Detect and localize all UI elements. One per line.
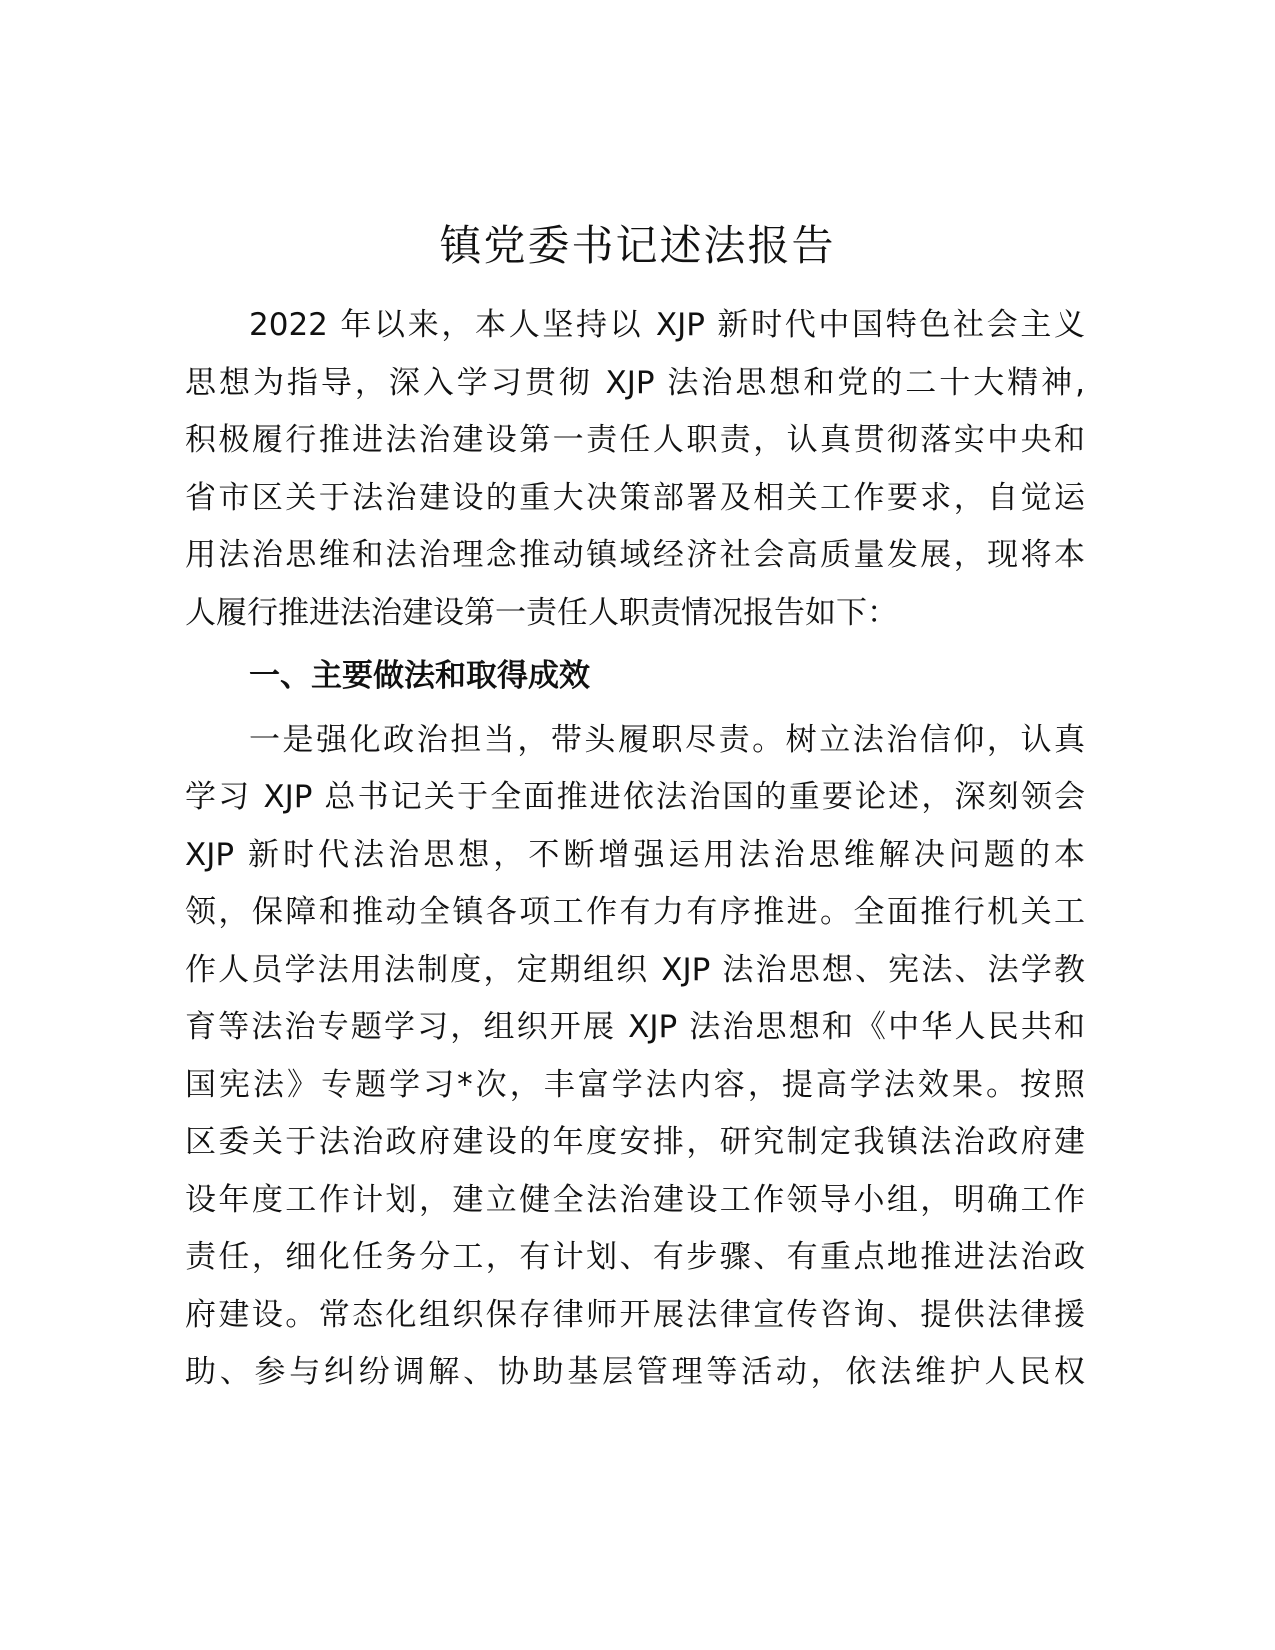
text-line: XJP 新时代法治思想，不断增强运用法治思维解决问题的本 (185, 836, 1085, 873)
text-line: 思想为指导，深入学习贯彻 XJP 法治思想和党的二十大精神, (185, 364, 1085, 401)
text-line: 责任，细化任务分工，有计划、有步骤、有重点地推进法治政 (185, 1239, 1085, 1275)
text-line: 人履行推进法治建设第一责任人职责情况报告如下： (185, 594, 898, 631)
text-line: 学习 XJP 总书记关于全面推进依法治国的重要论述，深刻领会 (185, 779, 1085, 815)
text-line: 助、参与纠纷调解、协助基层管理等活动，依法维护人民权 (185, 1354, 1085, 1390)
text-line: 府建设。常态化组织保存律师开展法律宣传咨询、提供法律援 (185, 1296, 1085, 1333)
text-line: 用法治思维和法治理念推动镇域经济社会高质量发展，现将本 (185, 537, 1085, 573)
paragraph-intro (185, 297, 1085, 642)
text-line: 领，保障和推动全镇各项工作有力有序推进。全面推行机关工 (185, 894, 1085, 930)
heading-line: 一、主要做法和取得成效 (249, 658, 590, 694)
text-line: 育等法治专题学习，组织开展 XJP 法治思想和《中华人民共和 (185, 1009, 1085, 1045)
text-line: 2022 年以来，本人坚持以 XJP 新时代中国特色社会主义 (249, 307, 1085, 343)
text-line: 积极履行推进法治建设第一责任人职责，认真贯彻落实中央和 (185, 422, 1085, 458)
text-line: 设年度工作计划，建立健全法治建设工作领导小组，明确工作 (185, 1181, 1085, 1218)
document-body (185, 297, 1085, 1402)
paragraph-first-point (185, 712, 1085, 1402)
text-line: 省市区关于法治建设的重大决策部署及相关工作要求，自觉运 (185, 479, 1085, 516)
text-line: 区委关于法治政府建设的年度安排，研究制定我镇法治政府建 (185, 1124, 1085, 1160)
document-title: 镇党委书记述法报告 (439, 221, 836, 270)
section-heading (185, 648, 1085, 706)
text-line: 作人员学法用法制度，定期组织 XJP 法治思想、宪法、法学教 (185, 951, 1085, 988)
text-line: 一是强化政治担当，带头履职尽责。树立法治信仰，认真 (249, 721, 1085, 758)
text-line: 国宪法》专题学习*次，丰富学法内容，提高学法效果。按照 (185, 1066, 1085, 1103)
